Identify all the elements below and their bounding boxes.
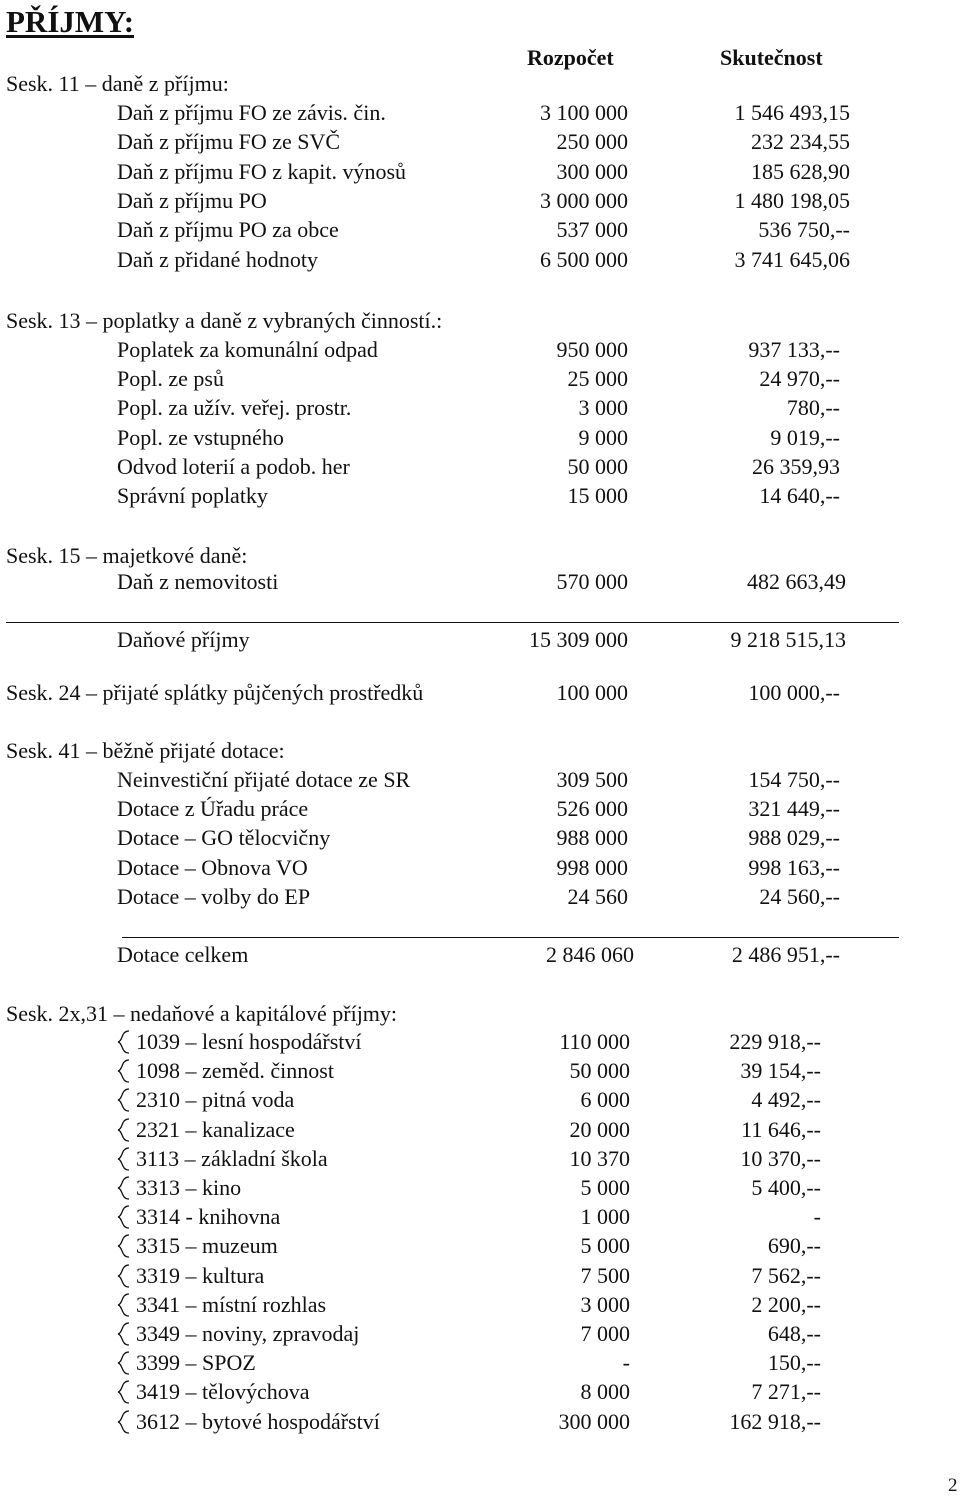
row-label: 1098 – zeměd. činnost: [136, 1058, 334, 1084]
row-label: Sesk. 24 – přijaté splátky půjčených prostředků: [6, 680, 424, 705]
section-heading: Sesk. 13 – poplatky a daně z vybraných činností.:: [6, 308, 443, 333]
row-actual: 39 154,--: [740, 1058, 821, 1084]
row-label: 3319 – kultura: [136, 1262, 265, 1288]
row-label: 1039 – lesní hospodářství: [136, 1029, 362, 1054]
bullet-marker: [117, 1176, 131, 1198]
row-actual: 14 640,--: [759, 483, 840, 508]
row-actual: 937 133,--: [748, 337, 840, 362]
row-budget: 100 000: [556, 680, 628, 705]
bullet-marker: [117, 1322, 131, 1344]
bullet-marker: [117, 1059, 131, 1081]
row-budget: 526 000: [556, 796, 628, 822]
row-actual: 690,--: [767, 1233, 821, 1259]
bullet-marker: [117, 1030, 131, 1052]
row-label: 3315 – muzeum: [136, 1233, 278, 1259]
section-heading: Sesk. 11 – daně z příjmu:: [6, 71, 229, 96]
row-label: Popl. za užív. veřej. prostr.: [117, 395, 352, 421]
section-heading: Sesk. 15 – majetkové daně:: [6, 543, 248, 568]
row-label: Popl. ze vstupného: [117, 424, 284, 450]
row-budget: 24 560: [567, 883, 628, 909]
row-label: Dotace – GO tělocvičny: [117, 825, 331, 851]
row-budget: 537 000: [556, 217, 628, 243]
row-budget: 10 370: [569, 1145, 630, 1171]
row-actual: -: [813, 1204, 821, 1230]
row-budget: 7 500: [580, 1262, 630, 1288]
row-budget: 15 000: [567, 483, 628, 508]
row-label: Daň z příjmu FO z kapit. výnosů: [117, 158, 407, 184]
row-budget: 1 000: [580, 1204, 630, 1230]
row-budget: 998 000: [556, 854, 628, 880]
row-actual: 780,--: [786, 395, 840, 421]
row-budget: 950 000: [556, 337, 628, 362]
bullet-marker: [117, 1118, 131, 1140]
section-divider: [122, 937, 899, 938]
row-budget: 5 000: [580, 1175, 630, 1200]
row-actual: 648,--: [767, 1321, 821, 1346]
row-actual: 4 492,--: [751, 1087, 821, 1113]
column-header-budget: Rozpočet: [527, 45, 614, 70]
row-actual: 3 741 645,06: [734, 246, 850, 272]
row-label: 3612 – bytové hospodářství: [136, 1408, 380, 1434]
column-header-actual: Skutečnost: [720, 45, 823, 70]
row-budget: -: [622, 1350, 630, 1376]
row-budget: 15 309 000: [529, 627, 628, 652]
row-actual: 24 970,--: [759, 366, 840, 392]
row-actual: 7 271,--: [751, 1379, 821, 1405]
row-actual: 998 163,--: [748, 854, 840, 880]
row-budget: 7 000: [580, 1321, 630, 1346]
row-label: 3314 - knihovna: [136, 1204, 281, 1230]
row-label: Neinvestiční přijaté dotace ze SR: [117, 767, 411, 792]
row-label: Daňové příjmy: [117, 627, 250, 652]
row-label: Poplatek za komunální odpad: [117, 337, 378, 362]
row-actual: 482 663,49: [747, 569, 846, 594]
section-divider: [6, 622, 899, 623]
row-label: Dotace – volby do EP: [117, 883, 311, 909]
bullet-marker: [117, 1088, 131, 1110]
row-actual: 7 562,--: [751, 1262, 821, 1288]
row-label: Popl. ze psů: [117, 366, 224, 392]
row-actual: 2 200,--: [751, 1291, 821, 1317]
page-title: PŘÍJMY:: [6, 4, 135, 39]
row-label: Daň z přidané hodnoty: [117, 246, 318, 272]
bullet-marker: [117, 1293, 131, 1315]
row-actual: 9 019,--: [770, 424, 840, 450]
row-label: 2321 – kanalizace: [136, 1116, 295, 1142]
row-budget: 3 000 000: [540, 187, 628, 213]
row-actual: 988 029,--: [748, 825, 840, 851]
row-label: 3399 – SPOZ: [136, 1350, 256, 1376]
row-budget: 50 000: [569, 1058, 630, 1084]
row-label: 2310 – pitná voda: [136, 1087, 295, 1113]
row-budget: 300 000: [558, 1408, 630, 1434]
row-budget: 570 000: [556, 569, 628, 594]
row-actual: 10 370,--: [740, 1145, 821, 1171]
page-number: 2: [948, 1475, 958, 1496]
row-budget: 300 000: [556, 158, 628, 184]
bullet-marker: [117, 1147, 131, 1169]
row-actual: 2 486 951,--: [731, 942, 840, 967]
row-label: Daň z nemovitosti: [117, 569, 279, 594]
row-budget: 3 000: [578, 395, 628, 421]
row-actual: 11 646,--: [741, 1116, 821, 1142]
section-heading: Sesk. 2x,31 – nedaňové a kapitálové příjmy:: [6, 1001, 398, 1026]
row-actual: 24 560,--: [759, 883, 840, 909]
row-budget: 110 000: [559, 1029, 630, 1054]
row-actual: 1 480 198,05: [734, 187, 850, 213]
row-label: 3419 – tělovýchova: [136, 1379, 310, 1405]
row-label: 3349 – noviny, zpravodaj: [136, 1321, 360, 1346]
row-budget: 309 500: [556, 767, 628, 792]
row-label: Daň z příjmu FO ze SVČ: [117, 129, 341, 155]
row-budget: 6 000: [580, 1087, 630, 1113]
row-actual: 229 918,--: [729, 1029, 821, 1054]
row-label: Dotace – Obnova VO: [117, 854, 308, 880]
row-label: Daň z příjmu PO za obce: [117, 217, 339, 243]
row-budget: 250 000: [556, 129, 628, 155]
row-label: Daň z příjmu FO ze závis. čin.: [117, 100, 386, 125]
row-budget: 20 000: [569, 1116, 630, 1142]
row-label: Dotace z Úřadu práce: [117, 796, 309, 822]
row-actual: 1 546 493,15: [734, 100, 850, 125]
row-label: Daň z příjmu PO: [117, 187, 267, 213]
row-actual: 100 000,--: [748, 680, 840, 705]
row-label: 3341 – místní rozhlas: [136, 1291, 327, 1317]
bullet-marker: [117, 1380, 131, 1402]
section-heading: Sesk. 41 – běžně přijaté dotace:: [6, 738, 285, 763]
row-budget: 5 000: [580, 1233, 630, 1259]
row-label: Odvod loterií a podob. her: [117, 453, 350, 479]
row-budget: 3 000: [580, 1291, 630, 1317]
row-actual: 162 918,--: [729, 1408, 821, 1434]
bullet-marker: [117, 1234, 131, 1256]
row-actual: 5 400,--: [751, 1175, 821, 1200]
row-budget: 50 000: [567, 453, 628, 479]
row-budget: 2 846 060: [546, 942, 634, 967]
bullet-marker: [117, 1205, 131, 1227]
row-actual: 185 628,90: [751, 158, 850, 184]
row-actual: 9 218 515,13: [730, 627, 846, 652]
row-actual: 536 750,--: [758, 217, 850, 243]
row-budget: 8 000: [580, 1379, 630, 1405]
row-label: 3313 – kino: [136, 1175, 242, 1200]
row-actual: 321 449,--: [748, 796, 840, 822]
row-actual: 154 750,--: [748, 767, 840, 792]
row-budget: 6 500 000: [540, 246, 628, 272]
row-actual: 26 359,93: [752, 453, 840, 479]
row-budget: 988 000: [556, 825, 628, 851]
row-budget: 25 000: [567, 366, 628, 392]
row-budget: 3 100 000: [540, 100, 628, 125]
row-label: Dotace celkem: [117, 942, 249, 967]
row-budget: 9 000: [578, 424, 628, 450]
row-label: Správní poplatky: [117, 483, 268, 508]
bullet-marker: [117, 1410, 131, 1432]
row-actual: 150,--: [767, 1350, 821, 1376]
bullet-marker: [117, 1351, 131, 1373]
row-label: 3113 – základní škola: [136, 1145, 328, 1171]
row-actual: 232 234,55: [751, 129, 850, 155]
bullet-marker: [117, 1264, 131, 1286]
